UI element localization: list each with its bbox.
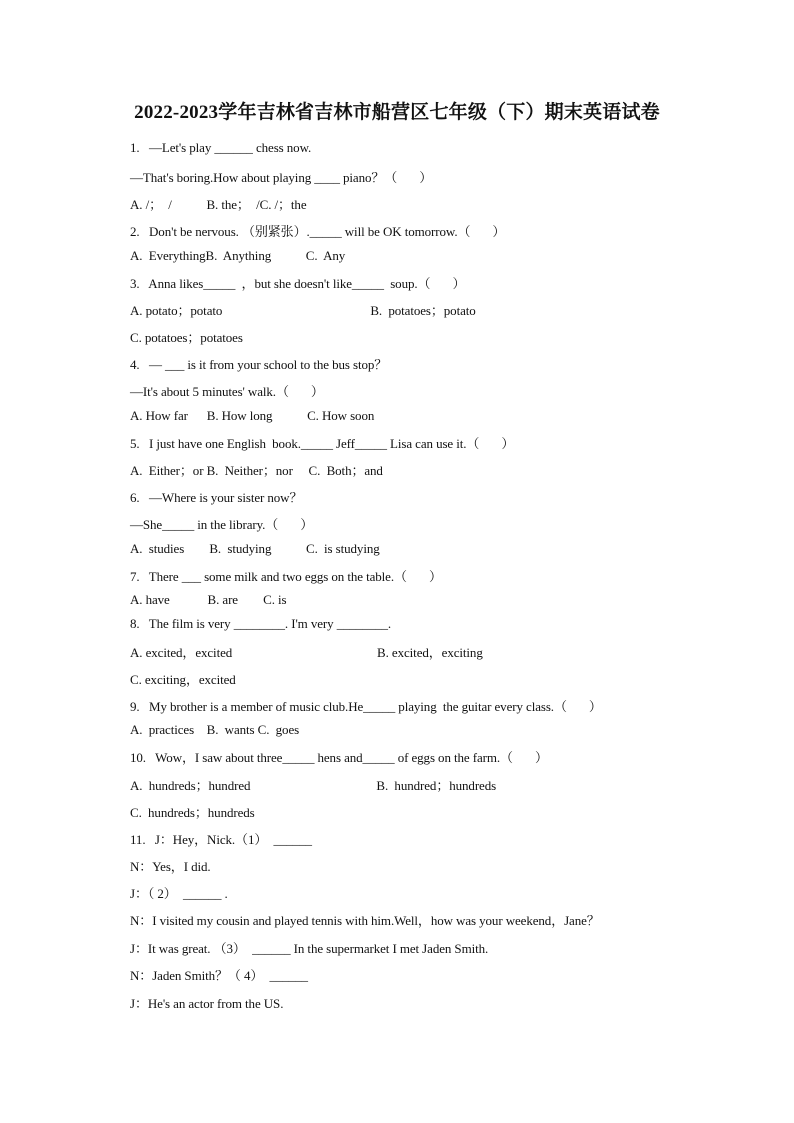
question-2-options: A. EverythingB. Anything C. Any <box>130 248 346 263</box>
question-11-dialogue-j3: J：It was great. （3） ______ In the supermarket I met Jaden Smith. <box>130 941 489 956</box>
question-3-option-c: C. potatoes；potatoes <box>130 330 243 345</box>
question-8-stem: 8. The film is very ________. I'm very ________. <box>130 616 392 631</box>
question-6-options: A. studies B. studying C. is studying <box>130 541 380 556</box>
question-3-options-ab: A. potato；potato B. potatoes；potato <box>130 303 476 318</box>
question-9-stem: 9. My brother is a member of music club.He_____ playing the guitar every class.（ ） <box>130 699 602 714</box>
question-10-option-c: C. hundreds；hundreds <box>130 805 255 820</box>
question-6-stem: 6. —Where is your sister now？ <box>130 490 303 505</box>
question-11-dialogue-j1: 11. J：Hey，Nick.（1） ______ <box>130 832 312 847</box>
question-4-reply: —It's about 5 minutes' walk.（ ） <box>130 384 324 399</box>
question-5-options: A. Either；or B. Neither；nor C. Both；and <box>130 463 383 478</box>
question-8-options-ab: A. excited，excited B. excited，exciting <box>130 645 483 660</box>
question-4-stem: 4. — ___ is it from your school to the bus stop？ <box>130 357 388 372</box>
question-8-option-c: C. exciting，excited <box>130 672 236 687</box>
question-6-reply: —She_____ in the library.（ ） <box>130 517 314 532</box>
question-11-dialogue-n3: N：Jaden Smith？（ 4） ______ <box>130 968 308 983</box>
question-1-reply: —That's boring.How about playing ____ piano？（ ） <box>130 170 433 185</box>
question-11-dialogue-n1: N：Yes，I did. <box>130 859 211 874</box>
question-10-options-ab: A. hundreds；hundred B. hundred；hundreds <box>130 778 497 793</box>
question-2-stem: 2. Don't be nervous. （别紧张）._____ will be OK tomorrow.（ ） <box>130 224 506 239</box>
question-9-options: A. practices B. wants C. goes <box>130 722 300 737</box>
question-10-stem: 10. Wow，I saw about three_____ hens and_____ of eggs on the farm.（ ） <box>130 750 548 765</box>
question-3-stem: 3. Anna likes_____ ，but she doesn't like_____ soup.（ ） <box>130 276 466 291</box>
question-5-stem: 5. I just have one English book._____ Jeff_____ Lisa can use it.（ ） <box>130 436 515 451</box>
question-11-dialogue-n2: N：I visited my cousin and played tennis with him.Well，how was your weekend，Jane？ <box>130 913 600 928</box>
question-11-dialogue-j2: J：（ 2） ______ . <box>130 886 228 901</box>
question-7-options: A. have B. are C. is <box>130 592 287 607</box>
question-4-options: A. How far B. How long C. How soon <box>130 408 375 423</box>
question-1-stem: 1. —Let's play ______ chess now. <box>130 140 312 155</box>
question-1-options: A. /； / B. the； /C. /；the <box>130 197 307 212</box>
question-11-dialogue-j4: J：He's an actor from the US. <box>130 996 284 1011</box>
page-title: 2022-2023学年吉林省吉林市船营区七年级（下）期末英语试卷 <box>134 102 660 123</box>
question-7-stem: 7. There ___ some milk and two eggs on the table.（ ） <box>130 569 442 584</box>
